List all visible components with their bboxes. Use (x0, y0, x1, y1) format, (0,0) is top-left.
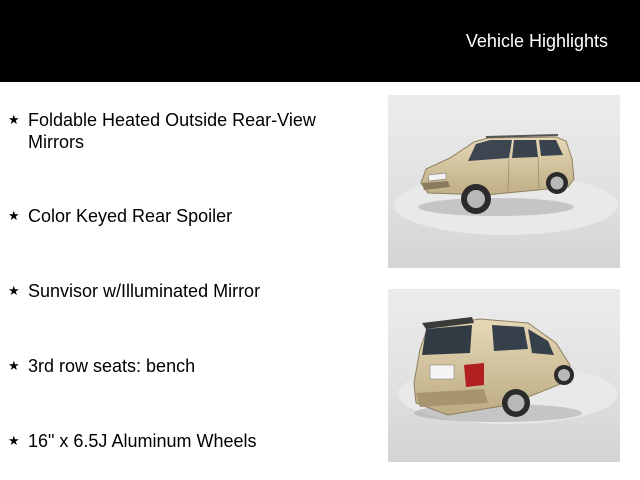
vehicle-front-illustration (388, 95, 620, 268)
feature-label: Sunvisor w/Illuminated Mirror (28, 281, 261, 301)
star-icon: ★ (8, 283, 20, 298)
feature-item (8, 430, 368, 452)
feature-item (8, 280, 368, 302)
star-icon: ★ (8, 208, 20, 223)
vehicle-photo-front (388, 95, 620, 268)
vehicle-photo-rear (388, 289, 620, 462)
star-icon: ★ (8, 112, 20, 127)
page-title: Vehicle Highlights (465, 31, 608, 51)
feature-label: Foldable Heated Outside Rear-View Mirrors (28, 110, 316, 152)
star-icon: ★ (8, 358, 20, 373)
feature-label: 3rd row seats: bench (28, 356, 196, 376)
feature-item (8, 205, 368, 227)
header-bar (0, 0, 640, 82)
star-icon: ★ (8, 433, 20, 448)
feature-item (8, 109, 368, 153)
vehicle-rear-illustration (388, 289, 620, 462)
feature-label: 16" x 6.5J Aluminum Wheels (28, 431, 257, 451)
feature-label: Color Keyed Rear Spoiler (28, 206, 233, 226)
feature-item (8, 355, 368, 377)
